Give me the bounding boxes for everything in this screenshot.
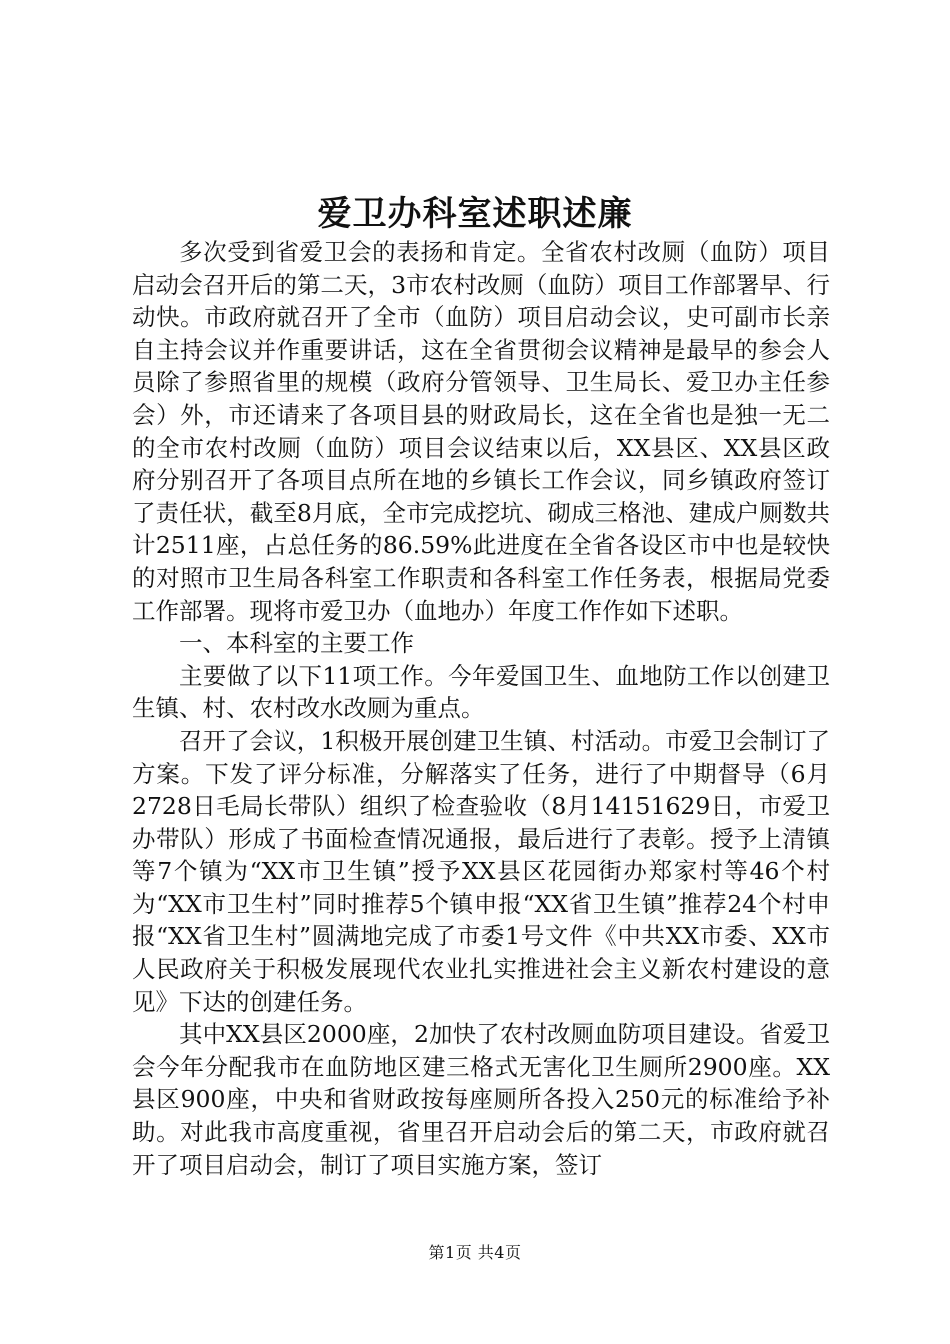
paragraph-toilet-project: 其中XX县区2000座，2加快了农村改厕血防项目建设。省爱卫会今年分配我市在血防地区建三格式无害化卫生厕所2900座。XX县区900座，中央和省财政按每座厕所各投入250元的标准给予补助。对此我市高度重视，省里召开启动会后的第二天，市政府就召开了项目启动会，制订了项目实施方案，签订 <box>132 1020 830 1179</box>
document-title: 爱卫办科室述职述廉 <box>317 194 633 234</box>
document-body <box>132 236 830 1181</box>
paragraph-intro: 多次受到省爱卫会的表扬和肯定。全省农村改厕（血防）项目启动会召开后的第二天，3市农村改厕（血防）项目工作部署早、行动快。市政府就召开了全市（血防）项目启动会议，史可副市长亲自主持会议并作重要讲话，这在全省贯彻会议精神是最早的参会人员除了参照省里的规模（政府分管领导、卫生局长、爱卫办主任参会）外，市还请来了各项目县的财政局长，这在全省也是独一无二的全市农村改厕（血防）项目会议结束以后，XX县区、XX县区政府分别召开了各项目点所在地的乡镇长工作会议，同乡镇政府签订了责任状，截至8月底，全市完成挖坑、砌成三格池、建成户厕数共计2511座，占总任务的86.59%此进度在全省各设区市中也是较快的对照市卫生局各科室工作职责和各科室工作任务表，根据局党委工作部署。现将市爱卫办（血地办）年度工作作如下述职。 <box>132 238 830 625</box>
paragraph-summary: 主要做了以下11项工作。今年爱国卫生、血地防工作以创建卫生镇、村、农村改水改厕为重点。 <box>132 661 830 723</box>
section-heading: 一、本科室的主要工作 <box>179 629 414 658</box>
paragraph-health-town: 召开了会议，1积极开展创建卫生镇、村活动。市爱卫会制订了方案。下发了评分标准，分解落实了任务，进行了中期督导（6月2728日毛局长带队）组织了检查验收（8月14151629日，市爱卫办带队）形成了书面检查情况通报，最后进行了表彰。授予上清镇等7个镇为“XX市卫生镇”授予XX县区花园街办郑家村等46个村为“XX市卫生村”同时推荐5个镇申报“XX省卫生镇”推荐24个村申报“XX省卫生村”圆满地完成了市委1号文件《中共XX市委、XX市人民政府关于积极发展现代农业扎实推进社会主义新农村建设的意见》下达的创建任务。 <box>132 726 830 1016</box>
page-number-footer: 第1页 共4页 <box>428 1243 522 1262</box>
